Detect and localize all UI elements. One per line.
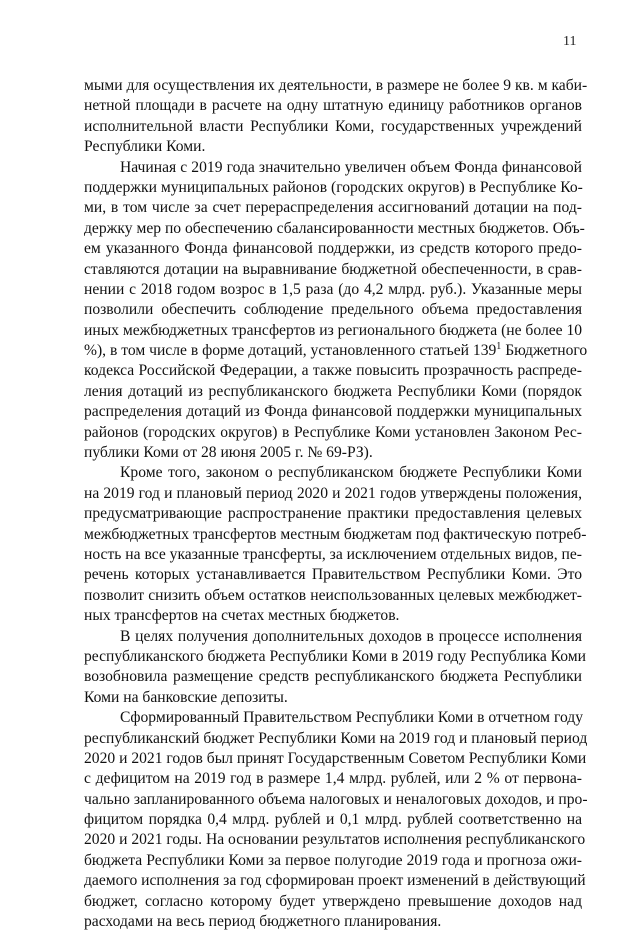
paragraph	[84, 463, 587, 626]
text-line: бюджет, согласно которому будет утверждено превышение доходов над	[84, 892, 582, 910]
text-line: ность на все указанные трансферты, за исключением отдельных видов, пе-	[84, 545, 582, 563]
text-line: Коми на банковские депозиты.	[84, 688, 288, 706]
text-line: ления дотаций из республиканского бюджета Республики Коми (порядок	[84, 382, 582, 400]
text-line: позволили обеспечить соблюдение предельного объема предоставления	[84, 301, 582, 319]
text-line: иных межбюджетных трансфертов из регионального бюджета (не более 10	[84, 321, 583, 339]
text-line: %), в том числе в форме дотаций, установленного статьей $139^1$ Бюджетного	[84, 341, 588, 360]
text-line: мыми для осуществления их деятельности, в размере не более 9 кв. м каби-	[84, 77, 588, 94]
text-line: расходами на весь период бюджетного планирования.	[84, 913, 442, 931]
text-line: районов (городских округов) в Республике Коми установлен Законом Рес-	[84, 423, 582, 441]
text-line: публики Коми от 28 июня 2005 г. № 69-РЗ).	[84, 444, 373, 462]
text-line: речень которых устанавливается Правительством Республики Коми. Это	[84, 566, 582, 584]
text-line: ми, в том числе за счет перераспределения ассигнований дотации на под-	[84, 199, 582, 217]
text-line: межбюджетных трансфертов местным бюджетам под фактическую потреб-	[84, 525, 587, 543]
text-line: ставляются дотации на выравнивание бюджетной обеспеченности, в срав-	[84, 260, 582, 278]
text-line: фицитом порядка 0,4 млрд. рублей и 0,1 млрд. рублей соответственно на	[84, 811, 582, 829]
text-line: распределения дотаций из Фонда финансовой поддержки муниципальных	[84, 403, 582, 421]
text-line: Республики Коми.	[84, 138, 206, 156]
paragraph	[84, 708, 588, 932]
text-line: бюджета Республики Коми за первое полугодие 2019 года и прогноза ожи-	[84, 851, 582, 869]
text-line: исполнительной власти Республики Коми, государственных учреждений	[84, 117, 582, 135]
text-line: чально запланированного объема налоговых и неналоговых доходов, и про-	[84, 790, 588, 808]
text-line: Кроме того, законом о республиканском бюджете Республики Коми	[120, 464, 582, 482]
text-line: кодекса Российской Федерации, а также повысить прозрачность распреде-	[84, 362, 582, 380]
text-line: В целях получения дополнительных доходов в процессе исполнения	[120, 627, 582, 645]
text-line: республиканского бюджета Республики Коми в 2019 году Республика Коми	[84, 647, 586, 665]
text-line: нетной площади в расчете на одну штатную единицу работников органов	[84, 97, 582, 115]
text-line: Начиная с 2019 года значительно увеличен объем Фонда финансовой	[120, 158, 582, 176]
paragraph	[84, 158, 588, 464]
text-line: поддержки муниципальных районов (городских округов) в Республике Ко-	[84, 178, 583, 196]
paragraph	[84, 627, 586, 709]
text-line: даемого исполнения за год сформирован проект изменений в действующий	[84, 872, 586, 890]
text-line: держку мер по обеспечению сбалансированности местных бюджетов. Объ-	[84, 219, 585, 237]
paragraph	[84, 76, 588, 158]
text-line: Сформированный Правительством Республики Коми в отчетном году	[120, 709, 584, 727]
text-line: ных трансфертов на счетах местных бюджетов.	[84, 607, 400, 625]
text-line: нении с 2018 годом возрос в 1,5 раза (до 4,2 млрд. руб.). Указанные меры	[84, 280, 582, 298]
page-number: 11	[563, 34, 577, 49]
text-line: 2020 и 2021 годов был принят Государственным Советом Республики Коми	[84, 749, 587, 767]
text-line: с дефицитом на 2019 год в размере 1,4 млрд. рублей, или 2 % от первона-	[84, 770, 582, 788]
document-body	[84, 76, 588, 932]
text-line: возобновила размещение средств республиканского бюджета Республики	[84, 668, 582, 686]
text-line: республиканский бюджет Республики Коми на 2019 год и плановый период	[84, 729, 588, 747]
text-line: 2020 и 2021 годы. На основании результатов исполнения республиканского	[84, 831, 586, 849]
text-line: предусматривающие распространение практики предоставления целевых	[84, 505, 582, 523]
text-line: позволит снизить объем остатков неиспользованных целевых межбюджет-	[84, 586, 582, 604]
text-line: на 2019 год и плановый период 2020 и 2021 годов утверждены положения,	[84, 484, 582, 502]
text-line: ем указанного Фонда финансовой поддержки, из средств которого предо-	[84, 240, 582, 258]
